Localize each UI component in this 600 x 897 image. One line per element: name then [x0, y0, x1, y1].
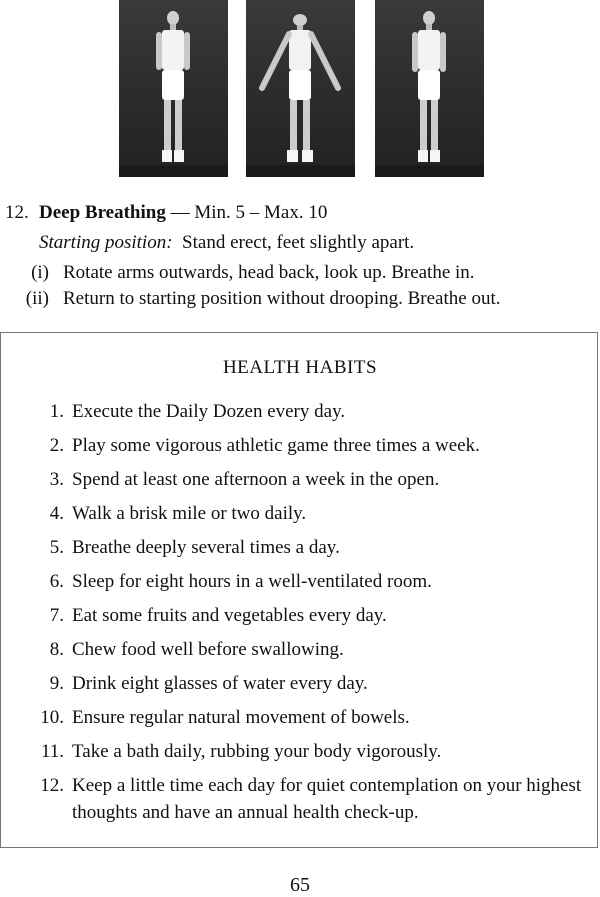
item-number: 4.: [49, 503, 64, 524]
starting-position-text: Stand erect, feet slightly apart.: [182, 232, 415, 253]
item-text: Ensure regular natural movement of bowels.: [72, 707, 410, 728]
photo-arms-outward-head-back: [246, 0, 355, 177]
starting-position-label: Starting position:: [39, 232, 173, 253]
item-text: Execute the Daily Dozen every day.: [72, 401, 346, 422]
item-number: 7.: [49, 605, 64, 626]
item-text: Chew food well before swallowing.: [72, 639, 344, 660]
step-numeral: (ii): [25, 288, 49, 309]
item-text: Eat some fruits and vegetables every day.: [72, 605, 387, 626]
item-number: 11.: [40, 741, 64, 762]
item-number: 5.: [49, 537, 64, 558]
item-number: 12.: [40, 775, 64, 796]
item-text: Breathe deeply several times a day.: [72, 537, 340, 558]
exercise-photos: [119, 0, 485, 177]
item-text: Play some vigorous athletic game three times a week.: [72, 435, 480, 456]
item-text: Keep a little time each day for quiet contemplation on your highest thoughts and have an annual health check-up.: [72, 775, 582, 823]
photo-return-to-start: [375, 0, 484, 177]
starting-position: [39, 228, 414, 258]
photo-starting-position: [119, 0, 228, 177]
item-text: Sleep for eight hours in a well-ventilated room.: [72, 571, 432, 592]
item-number: 10.: [40, 707, 64, 728]
item-text: Spend at least one afternoon a week in the open.: [72, 469, 440, 490]
exercise-title: Deep Breathing: [39, 202, 166, 223]
item-number: 6.: [49, 571, 64, 592]
step-numeral: (i): [31, 262, 49, 283]
step-text: Return to starting position without drooping. Breathe out.: [63, 288, 501, 309]
exercise-number: 12.: [5, 202, 29, 223]
exercise-reps: — Min. 5 – Max. 10: [170, 202, 328, 223]
item-text: Take a bath daily, rubbing your body vigorously.: [72, 741, 442, 762]
item-text: Walk a brisk mile or two daily.: [72, 503, 307, 524]
item-number: 2.: [49, 435, 64, 456]
item-number: 3.: [49, 469, 64, 490]
page-number: 65: [290, 874, 310, 896]
health-habits-title: HEALTH HABITS: [222, 357, 378, 378]
step-text: Rotate arms outwards, head back, look up. Breathe in.: [63, 262, 475, 283]
item-number: 9.: [49, 673, 64, 694]
item-text: Drink eight glasses of water every day.: [72, 673, 368, 694]
item-number: 1.: [49, 401, 64, 422]
item-number: 8.: [49, 639, 64, 660]
